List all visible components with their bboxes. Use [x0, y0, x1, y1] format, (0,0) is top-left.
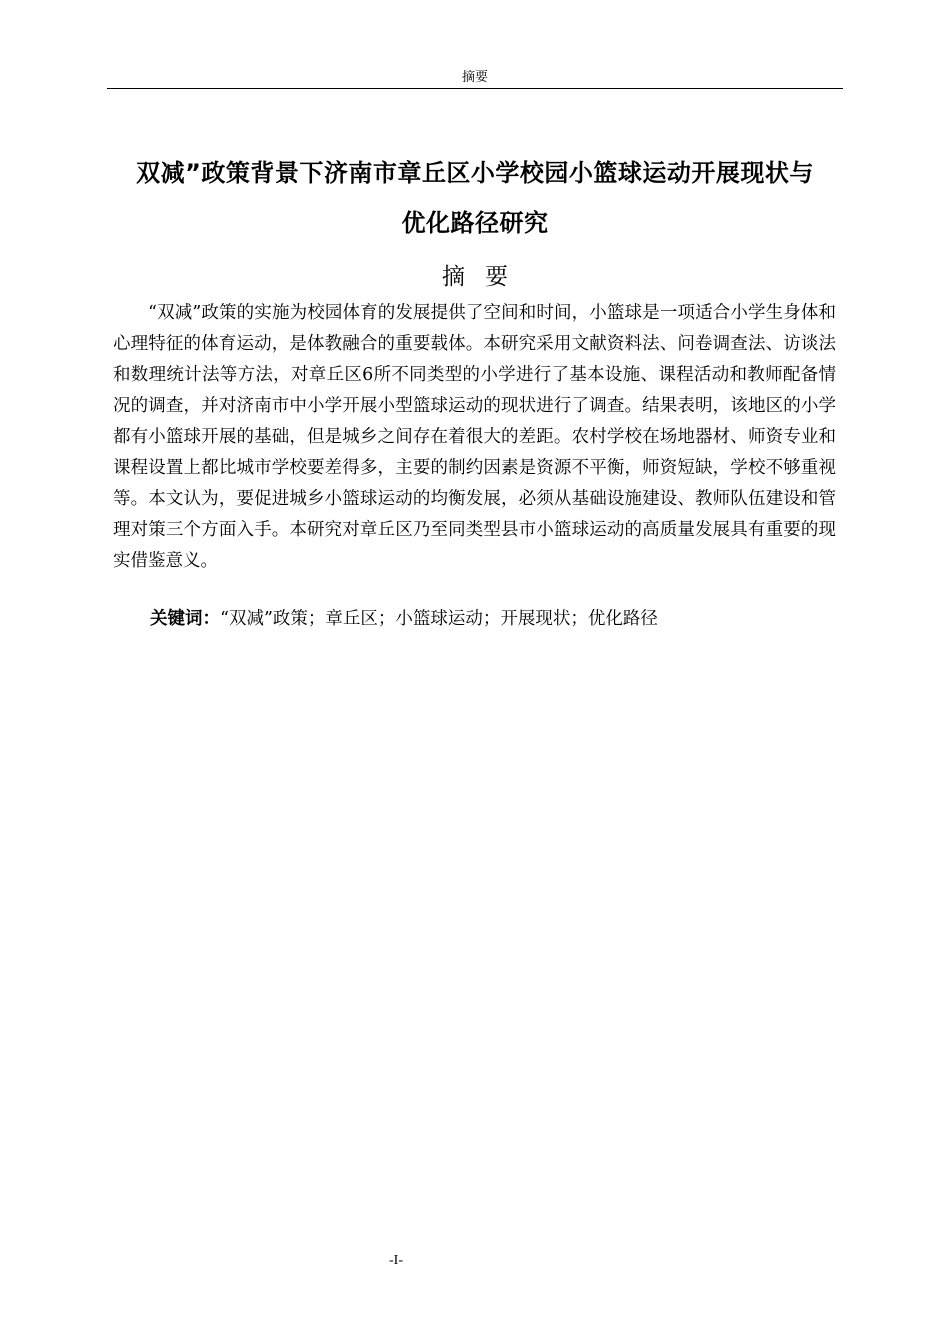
running-header: 摘要 — [461, 70, 488, 85]
page-number: -I- — [389, 1253, 403, 1268]
paper-title — [100, 148, 850, 248]
abstract-heading: 摘要 — [442, 264, 528, 290]
paper-title-line-2: 优化路径研究 — [401, 209, 549, 237]
keywords — [150, 606, 840, 632]
header-divider — [107, 88, 843, 89]
abstract-body: “双减”政策的实施为校园体育的发展提供了空间和时间，小篮球是一项适合小学生身体和心理特征的体育运动，是体教融合的重要载体。本研究采用文献资料法、问卷调查法、访谈法和数理统计法等方法，对章丘区6所不同类型的小学进行了基本设施、课程活动和教师配备情况的调查，并对济南市中小学开展小型篮球运动的现状进行了调查。结果表明，该地区的小学都有小篮球开展的基础，但是城乡之间存在着很大的差距。农村学校在场地器材、师资专业和课程设置上都比城市学校要差得多，主要的制约因素是资源不平衡，师资短缺，学校不够重视等。本文认为，要促进城乡小篮球运动的均衡发展，必须从基础设施建设、教师队伍建设和管理对策三个方面入手。本研究对章丘区乃至同类型县市小篮球运动的高质量发展具有重要的现实借鉴意义。 — [113, 303, 836, 571]
keywords-text: “双减”政策；章丘区；小篮球运动；开展现状；优化路径 — [220, 609, 658, 629]
keywords-label: 关键词： — [150, 609, 220, 629]
paper-title-line-1: 双减”政策背景下济南市章丘区小学校园小篮球运动开展现状与 — [136, 159, 814, 187]
